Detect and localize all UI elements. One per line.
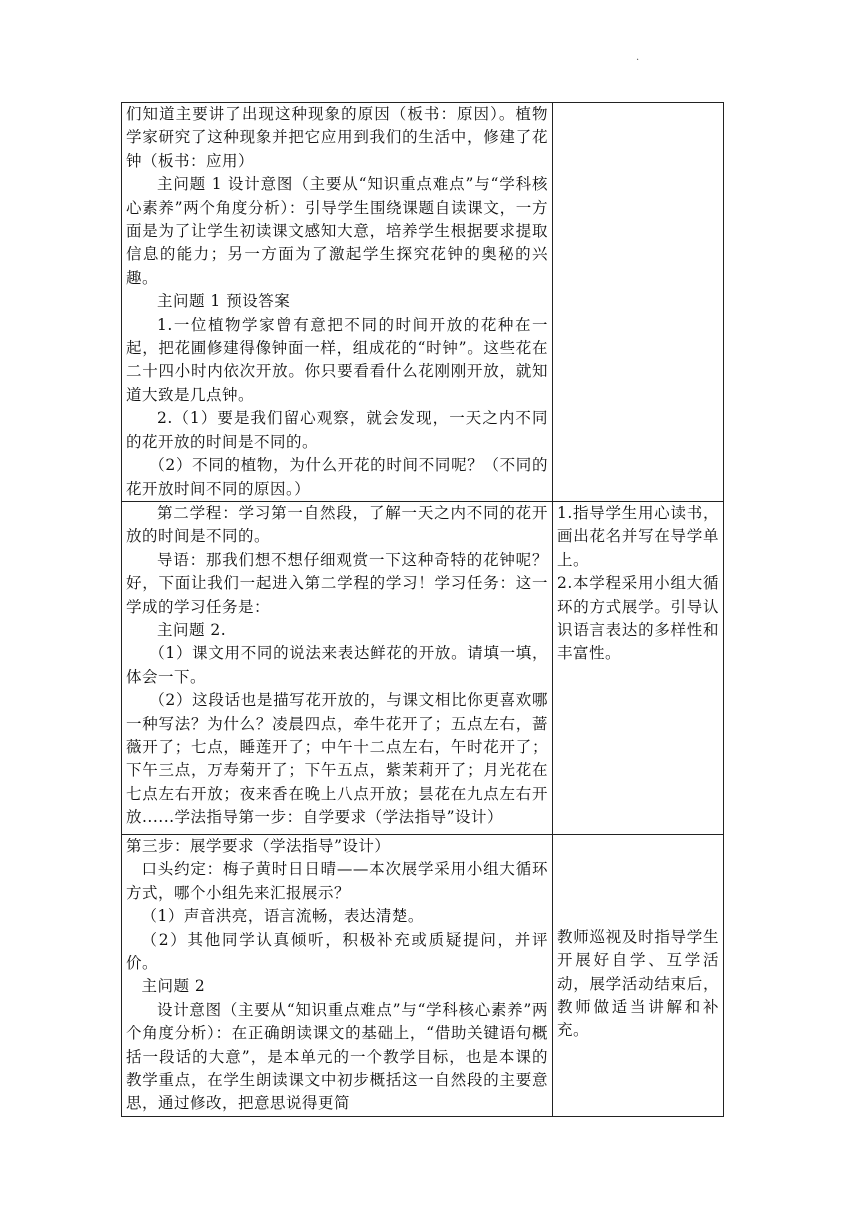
paragraph: 们知道主要讲了出现这种现象的原因（板书：原因）。植物学家研究了这种现象并把它应用到我们的生活中，修建了花钟（板书：应用）: [126, 105, 548, 170]
paragraph: 导语：那我们想不想仔细观赏一下这种奇特的花钟呢？好，下面让我们一起进入第二学程的学习！学习任务：这一学成的学习任务是：: [126, 550, 548, 616]
paragraph: 主问题 2: [141, 977, 206, 996]
paragraph: 第三步：展学要求（学法指导”设计）: [126, 836, 391, 855]
lesson-plan-table: [121, 102, 724, 1117]
paragraph: 第二学程：学习第一自然段，了解一天之内不同的花开放的时间是不同的。: [126, 503, 548, 546]
paragraph: 主问题 2.: [157, 620, 227, 639]
paragraph: （2）这段话也是描写花开放的，与课文相比你更喜欢哪一种写法？为什么？凌晨四点，牵牛花开了；五点左右，蔷薇开了；七点，睡莲开了；中午十二点左右，午时花开了；下午三点，万寿菊开了；下午五点，紫茉莉开了；月光花在七点左右开放；夜来香在晚上八点开放；昙花在九点左右开放......学法指导第一步：自学要求（学法指导”设计）: [126, 691, 548, 827]
main-content-cell: [122, 501, 553, 834]
note-item: 教师巡视及时指导学生开展好自学、互学活动，展学活动结束后，教师做适当讲解和补充。: [557, 927, 719, 1040]
note-item: 2.本学程采用小组大循环的方式展学。引导认识语言表达的多样性和丰富性。: [557, 574, 719, 663]
notes-cell: [553, 834, 724, 1116]
paragraph: 1.一位植物学家曾有意把不同的时间开放的花种在一起，把花圃修建得像钟面一样，组成花的“时钟”。这些花在二十四小时内依次开放。你只要看看什么花刚刚开放，就知道大致是几点钟。: [126, 315, 548, 404]
paragraph: 设计意图（主要从“知识重点难点”与“学科核心素养”两个角度分析）：在正确朗读课文的基础上，“借助关键语句概括一段话的大意”，是本单元的一个教学目标，也是本课的教学重点，在学生朗读课文中初步概括这一自然段的主要意思，通过修改，把意思说得更简: [126, 1000, 548, 1113]
table-row: [122, 103, 724, 502]
note-item: 1.指导学生用心读书，画出花名并写在导学单上。: [557, 503, 719, 569]
page-marker: .: [636, 52, 640, 63]
notes-cell: [553, 501, 724, 834]
paragraph: （2）其他同学认真倾听，积极补充或质疑提问，并评价。: [126, 930, 548, 972]
notes-cell: [553, 103, 724, 502]
table-row: [122, 834, 724, 1116]
paragraph: 2.（1）要是我们留心观察，就会发现，一天之内不同的花开放的时间是不同的。: [126, 409, 548, 451]
main-content-cell: [122, 834, 553, 1116]
table-row: [122, 501, 724, 834]
paragraph: 主问题 1 设计意图（主要从“知识重点难点”与“学科核心素养”两个角度分析）：引导学生围绕课题自读课文，一方面是为了让学生初读课文感知大意，培养学生根据要求提取信息的能力；另一方面为了激起学生探究花钟的奥秘的兴趣。: [126, 175, 548, 287]
paragraph: （1）课文用不同的说法来表达鲜花的开放。请填一填，体会一下。: [126, 644, 548, 686]
paragraph: 主问题 1 预设答案: [157, 292, 291, 311]
paragraph: （2）不同的植物，为什么开花的时间不同呢？（不同的花开放时间不同的原因。）: [126, 456, 548, 498]
paragraph: （1）声音洪亮，语言流畅，表达清楚。: [141, 907, 424, 926]
paragraph: 口头约定：梅子黄时日日晴——本次展学采用小组大循环方式，哪个小组先来汇报展示？: [126, 860, 548, 902]
main-content-cell: [122, 103, 553, 502]
